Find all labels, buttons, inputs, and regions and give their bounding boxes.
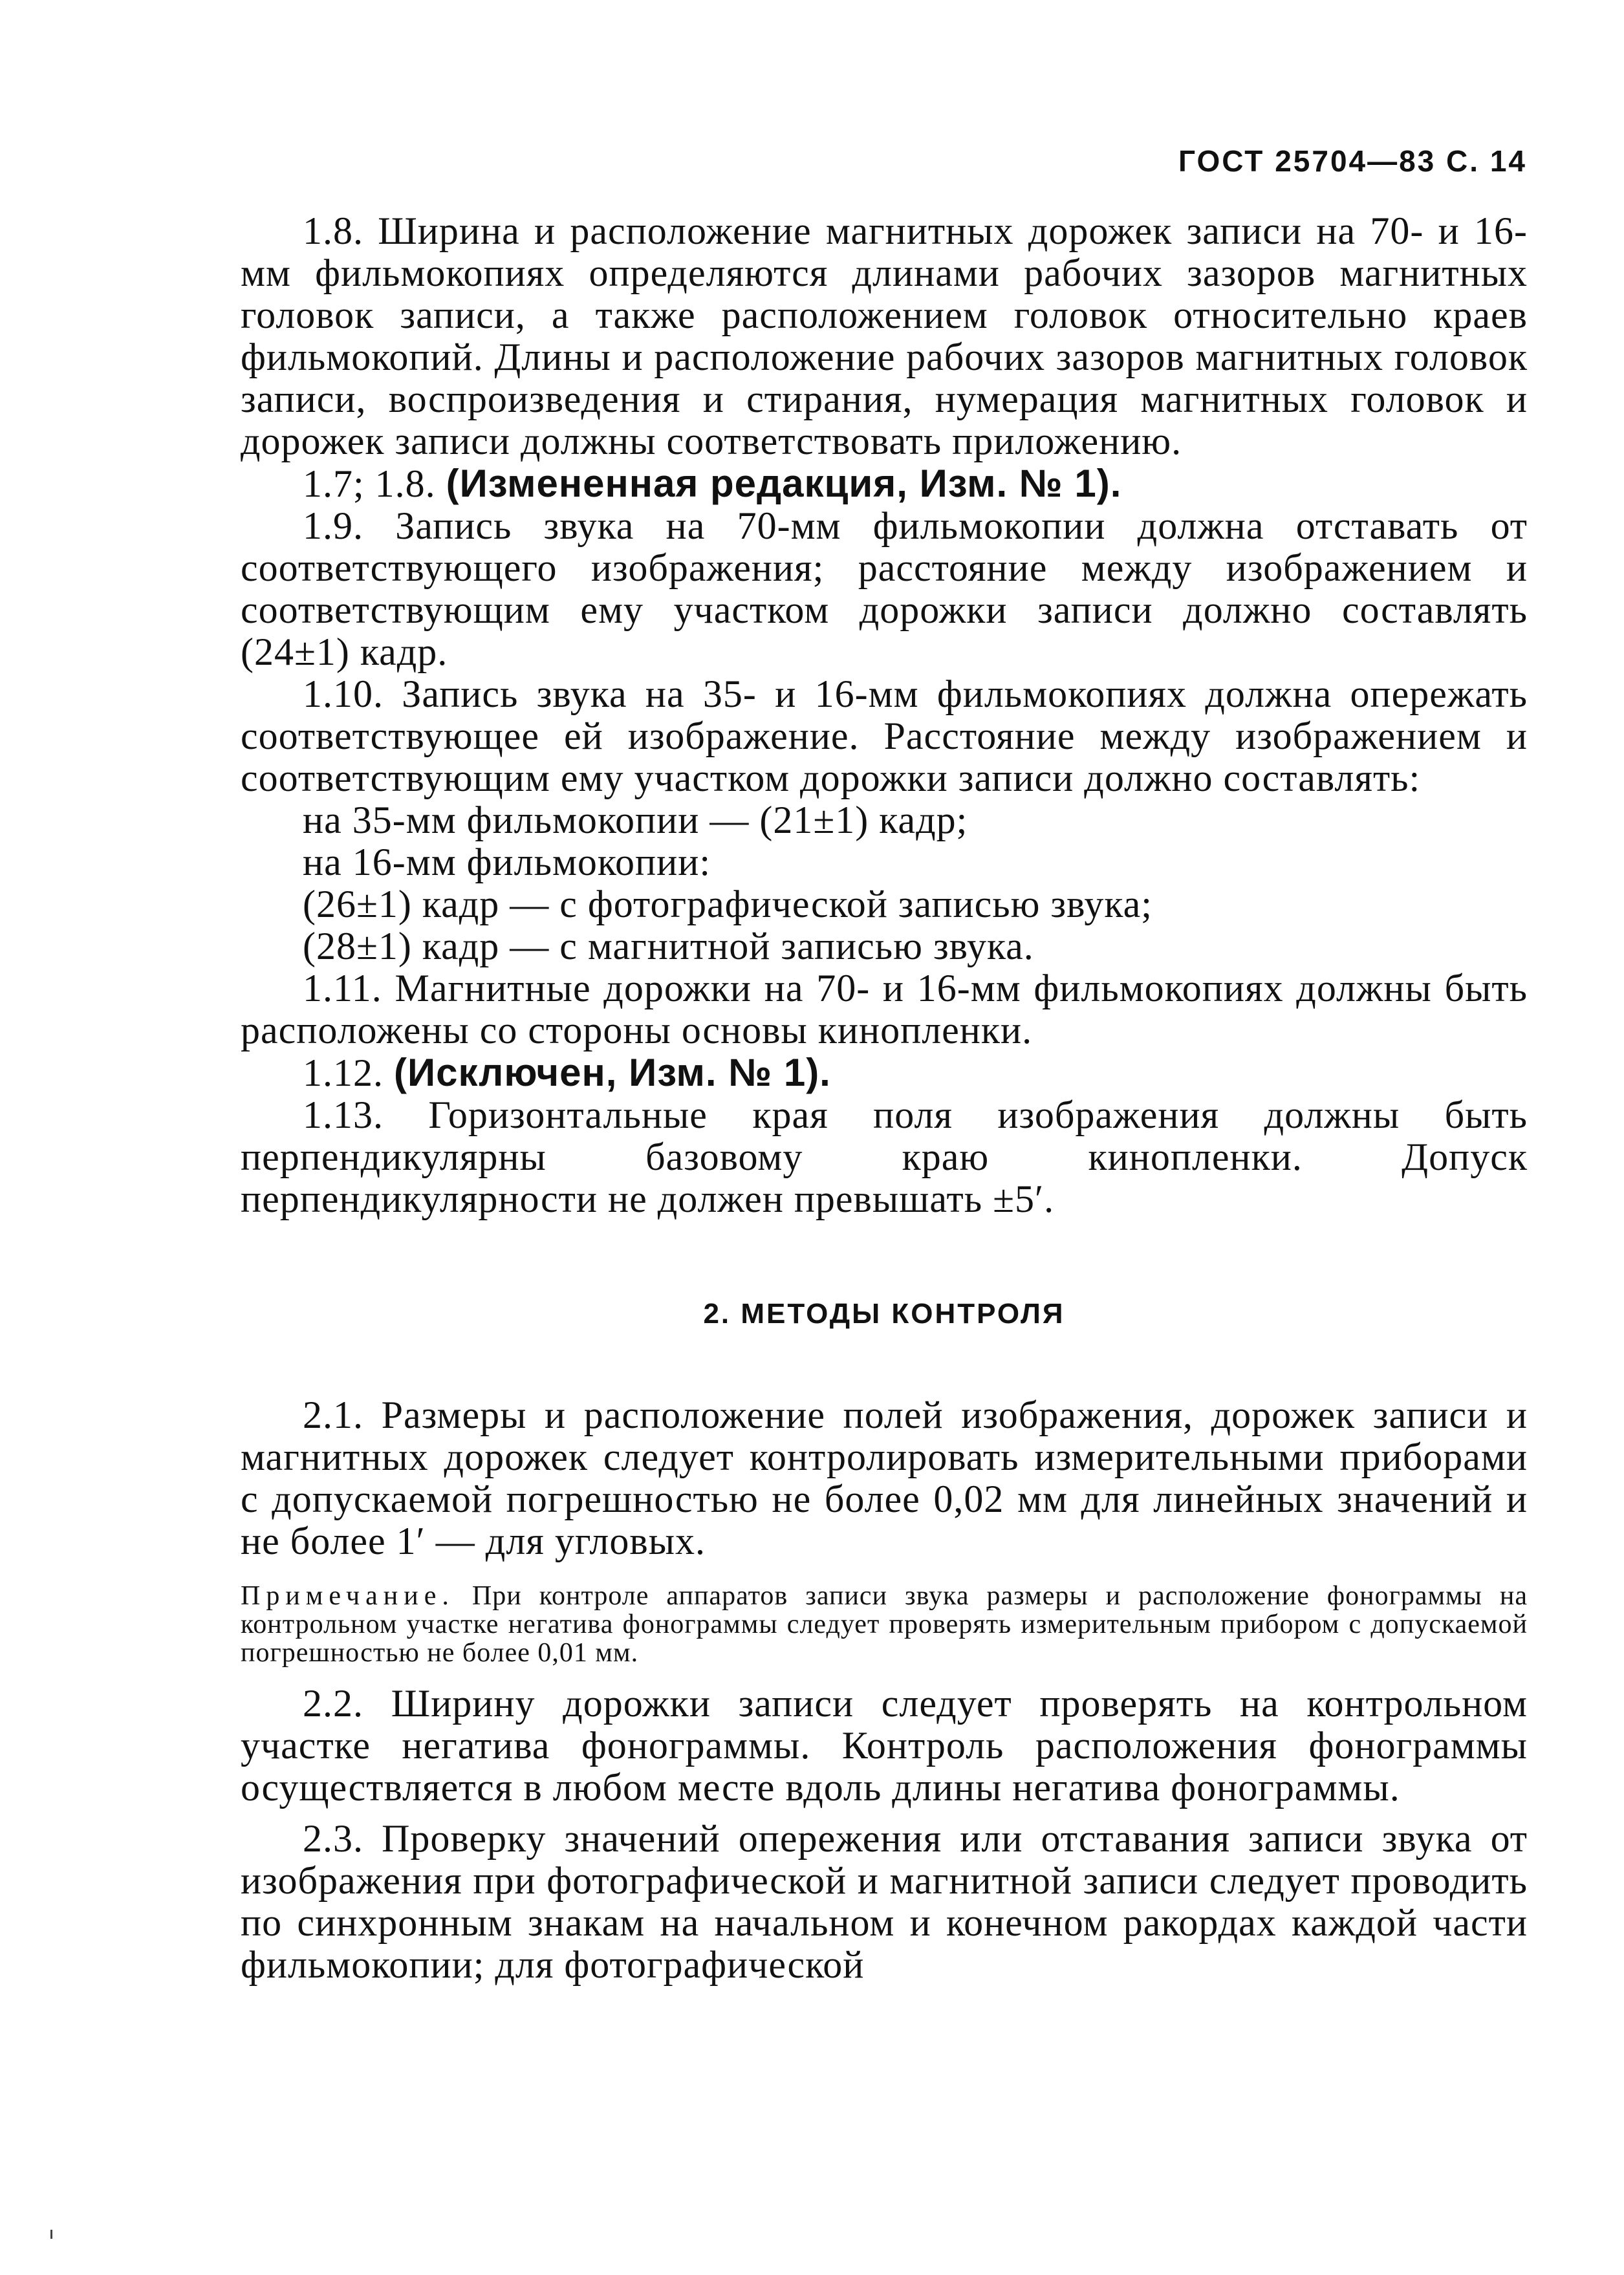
paragraph-2-2: 2.2. Ширину дорожки записи следует проверять на контрольном участке негатива фонограммы. Контроль расположения фонограммы осуществляется в любом месте вдоль длины негатива фонограммы. [241, 1682, 1528, 1809]
paragraph-1-12 [241, 1051, 1528, 1094]
page-body [241, 210, 1528, 1986]
paragraph-1-13: 1.13. Горизонтальные края поля изображения должны быть перпендикулярны базовому краю кинопленки. Допуск перпендикулярности не должен превышать ±5′. [241, 1094, 1528, 1220]
amendment-ref-label: (Измененная редакция, Изм. № 1). [446, 462, 1122, 505]
paragraph-2-1: 2.1. Размеры и расположение полей изображения, дорожек записи и магнитных дорожек следует контролировать измерительными приборами с допускаемой погрешностью не более 0,02 мм для линейных значений и не более 1′ — для угловых. [241, 1394, 1528, 1562]
line-magnetic-sound: (28±1) кадр — с магнитной записью звука. [303, 925, 1034, 967]
running-head: ГОСТ 25704—83 С. 14 [1178, 144, 1527, 178]
line-photo-sound: (26±1) кадр — с фотографической записью звука; [303, 883, 1153, 925]
note [241, 1582, 1528, 1667]
paragraph-1-8: 1.8. Ширина и расположение магнитных дорожек записи на 70- и 16-мм фильмокопиях определяются длинами рабочих зазоров магнитных головок записи, а также расположением головок относительно краев фильмокопий. Длины и расположение рабочих зазоров магнитных головок записи, воспроизведения и стирания, нумерация магнитных головок и дорожек записи должны соответствовать приложению. [241, 210, 1528, 462]
paragraph-amendment-ref [241, 462, 1528, 505]
amendment-ref-numbers: 1.7; 1.8. [303, 462, 436, 505]
paragraph-2-3: 2.3. Проверку значений опережения или отставания записи звука от изображения при фотографической и магнитной записи следует проводить по синхронным знакам на начальном и конечном ракордах каждой части фильмокопии; для фотографической [241, 1817, 1528, 1986]
scan-speck [50, 2230, 52, 2239]
paragraph-1-10: 1.10. Запись звука на 35- и 16-мм фильмокопиях должна опережать соответствующее ей изображение. Расстояние между изображением и соответствующим ему участком дорожки записи должно составлять: [241, 673, 1528, 799]
paragraph-1-11: 1.11. Магнитные дорожки на 70- и 16-мм фильмокопиях должны быть расположены со стороны основы кинопленки. [241, 967, 1528, 1051]
line-16mm: на 16-мм фильмокопии: [303, 841, 711, 883]
paragraph-1-12-number: 1.12. [303, 1051, 384, 1094]
line-35mm: на 35-мм фильмокопии — (21±1) кадр; [303, 799, 968, 841]
note-label: Примечание. [241, 1581, 455, 1611]
paragraph-1-12-excluded: (Исключен, Изм. № 1). [394, 1051, 831, 1094]
note-text: При контроле аппаратов записи звука размеры и расположение фонограммы на контрольном участке негатива фонограммы следует проверять измерительным прибором с допускаемой погрешностью не более 0,01 мм. [241, 1581, 1528, 1668]
section-title: 2. МЕТОДЫ КОНТРОЛЯ [703, 1298, 1065, 1330]
paragraph-1-9: 1.9. Запись звука на 70-мм фильмокопии должна отставать от соответствующего изображения; расстояние между изображением и соответствующим ему участком дорожки записи должно составлять (24±1) кадр. [241, 504, 1528, 673]
